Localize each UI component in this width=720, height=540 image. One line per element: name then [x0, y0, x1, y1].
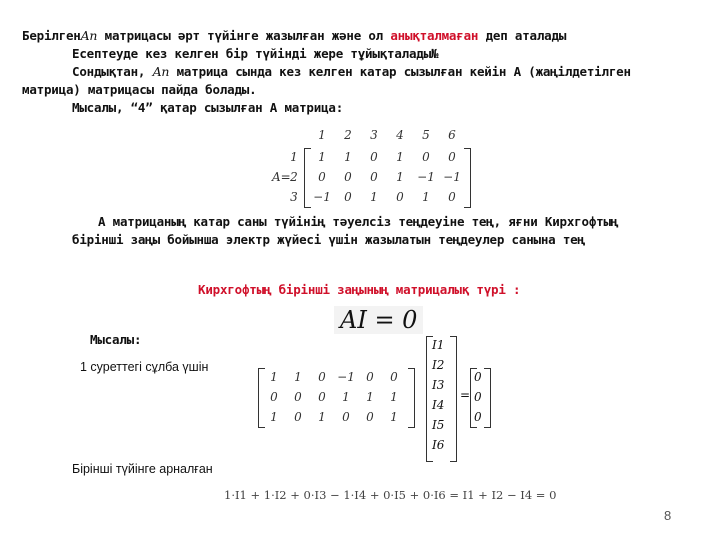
matrix-cell: 0 — [448, 190, 456, 204]
matrix-cell: 0 — [270, 390, 278, 404]
para2-line2: бірінші заңы бойынша электр жүйесі үшін жазылатын теңдеулер санына тең — [72, 232, 585, 247]
final-equation: 1·I1 + 1·I2 + 0·I3 − 1·I4 + 0·I5 + 0·I6 = I1 + I2 − I4 = 0 — [224, 488, 557, 502]
matrix-cell: 0 — [344, 190, 352, 204]
matrix-cell: 1 — [390, 390, 398, 404]
para1-line1-b: матрицасы әрт түйінге жазылған және ол — [97, 28, 391, 43]
matrix-cell: 0 — [318, 370, 326, 384]
matrix-cell: 1 — [344, 150, 352, 164]
matrix-cell: 0 — [294, 390, 302, 404]
zero-vector-entry: 0 — [474, 370, 482, 384]
col-label: 6 — [448, 128, 456, 142]
matrix-a — [270, 128, 490, 208]
section-heading: Кирхгофтың бірінші заңының матрицалық түрі : — [198, 282, 521, 297]
equation-ai-zero: AI = 0 — [334, 306, 423, 334]
row-label: 3 — [290, 190, 298, 204]
matrix-cell: 0 — [370, 150, 378, 164]
vector-i-entry: I4 — [432, 398, 445, 412]
vector-i-entry: I2 — [432, 358, 445, 372]
para1-line1-c: деп аталады — [478, 28, 567, 43]
zero-vector-bracket-right — [484, 368, 491, 428]
col-label: 2 — [344, 128, 352, 142]
matrix-cell: 0 — [366, 370, 374, 384]
bracket-right — [408, 368, 415, 428]
matrix-cell: 1 — [294, 370, 302, 384]
para1-line3 — [72, 64, 631, 79]
zero-vector-entry: 0 — [474, 390, 482, 404]
para1-line1 — [22, 28, 566, 43]
zero-vector-entry: 0 — [474, 410, 482, 424]
matrix-cell: 0 — [422, 150, 430, 164]
matrix-cell: 1 — [270, 370, 278, 384]
col-label: 4 — [396, 128, 404, 142]
para1-line1-a: Берілген — [22, 28, 81, 43]
matrix-b — [258, 366, 428, 432]
matrix-cell: −1 — [443, 170, 461, 184]
vector-i-entry: I1 — [432, 338, 445, 352]
vector-i-entry: I3 — [432, 378, 445, 392]
matrix-cell: −1 — [417, 170, 435, 184]
highlight-term: анықталмаған — [390, 28, 479, 43]
matrix-cell: 0 — [390, 370, 398, 384]
matrix-cell: 1 — [396, 170, 404, 184]
para1-line5: Мысалы, “4” қатар сызылған А матрица: — [72, 100, 344, 115]
matrix-cell: 1 — [370, 190, 378, 204]
para2-line1: А матрицаның катар саны түйінің тәуелсіз теңдеуіне тең, яғни Кирхгофтың — [98, 214, 619, 229]
col-label: 1 — [318, 128, 326, 142]
row-label: 2 — [290, 170, 298, 184]
matrix-cell: 0 — [318, 170, 326, 184]
matrix-cell: 0 — [448, 150, 456, 164]
matrix-cell: 0 — [370, 170, 378, 184]
matrix-symbol: Aп — [152, 64, 170, 79]
matrix-cell: −1 — [313, 190, 331, 204]
para1-line3-b: матрица сында кез келген катар сызылған кейін А (жаңілдетілген — [169, 64, 631, 79]
example-subtitle: 1 суреттегі сұлба үшін — [80, 360, 209, 374]
matrix-cell: 1 — [342, 390, 350, 404]
matrix-symbol: Aп — [80, 28, 98, 43]
matrix-cell: 1 — [390, 410, 398, 424]
para1-line2: Есептеуде кез келген бір түйінді жере тұйықталады№ — [72, 46, 439, 61]
page-number: 8 — [664, 508, 672, 523]
vector-i-entry: I5 — [432, 418, 445, 432]
matrix-cell: 1 — [396, 150, 404, 164]
matrix-cell: 1 — [318, 150, 326, 164]
matrix-cell: 0 — [318, 390, 326, 404]
matrix-cell: 1 — [422, 190, 430, 204]
matrix-cell: 1 — [270, 410, 278, 424]
matrix-cell: 0 — [342, 410, 350, 424]
matrix-cell: 1 — [318, 410, 326, 424]
vector-i-bracket-right — [450, 336, 457, 462]
first-node-label: Бірінші түйінге арналған — [72, 462, 213, 476]
matrix-cell: 0 — [344, 170, 352, 184]
matrix-a-label: A= — [272, 170, 291, 184]
row-label: 1 — [290, 150, 298, 164]
vector-i-entry: I6 — [432, 438, 445, 452]
para1-line4: матрица) матрицасы пайда болады. — [22, 82, 257, 97]
bracket-right — [464, 148, 471, 208]
matrix-cell: −1 — [337, 370, 355, 384]
equals-sign: = — [460, 388, 471, 402]
matrix-cell: 0 — [366, 410, 374, 424]
matrix-cell: 0 — [294, 410, 302, 424]
col-label: 3 — [370, 128, 378, 142]
example-label: Мысалы: — [90, 332, 142, 347]
para1-line3-a: Сондықтан, — [72, 64, 153, 79]
matrix-cell: 1 — [366, 390, 374, 404]
matrix-cell: 0 — [396, 190, 404, 204]
col-label: 5 — [422, 128, 430, 142]
